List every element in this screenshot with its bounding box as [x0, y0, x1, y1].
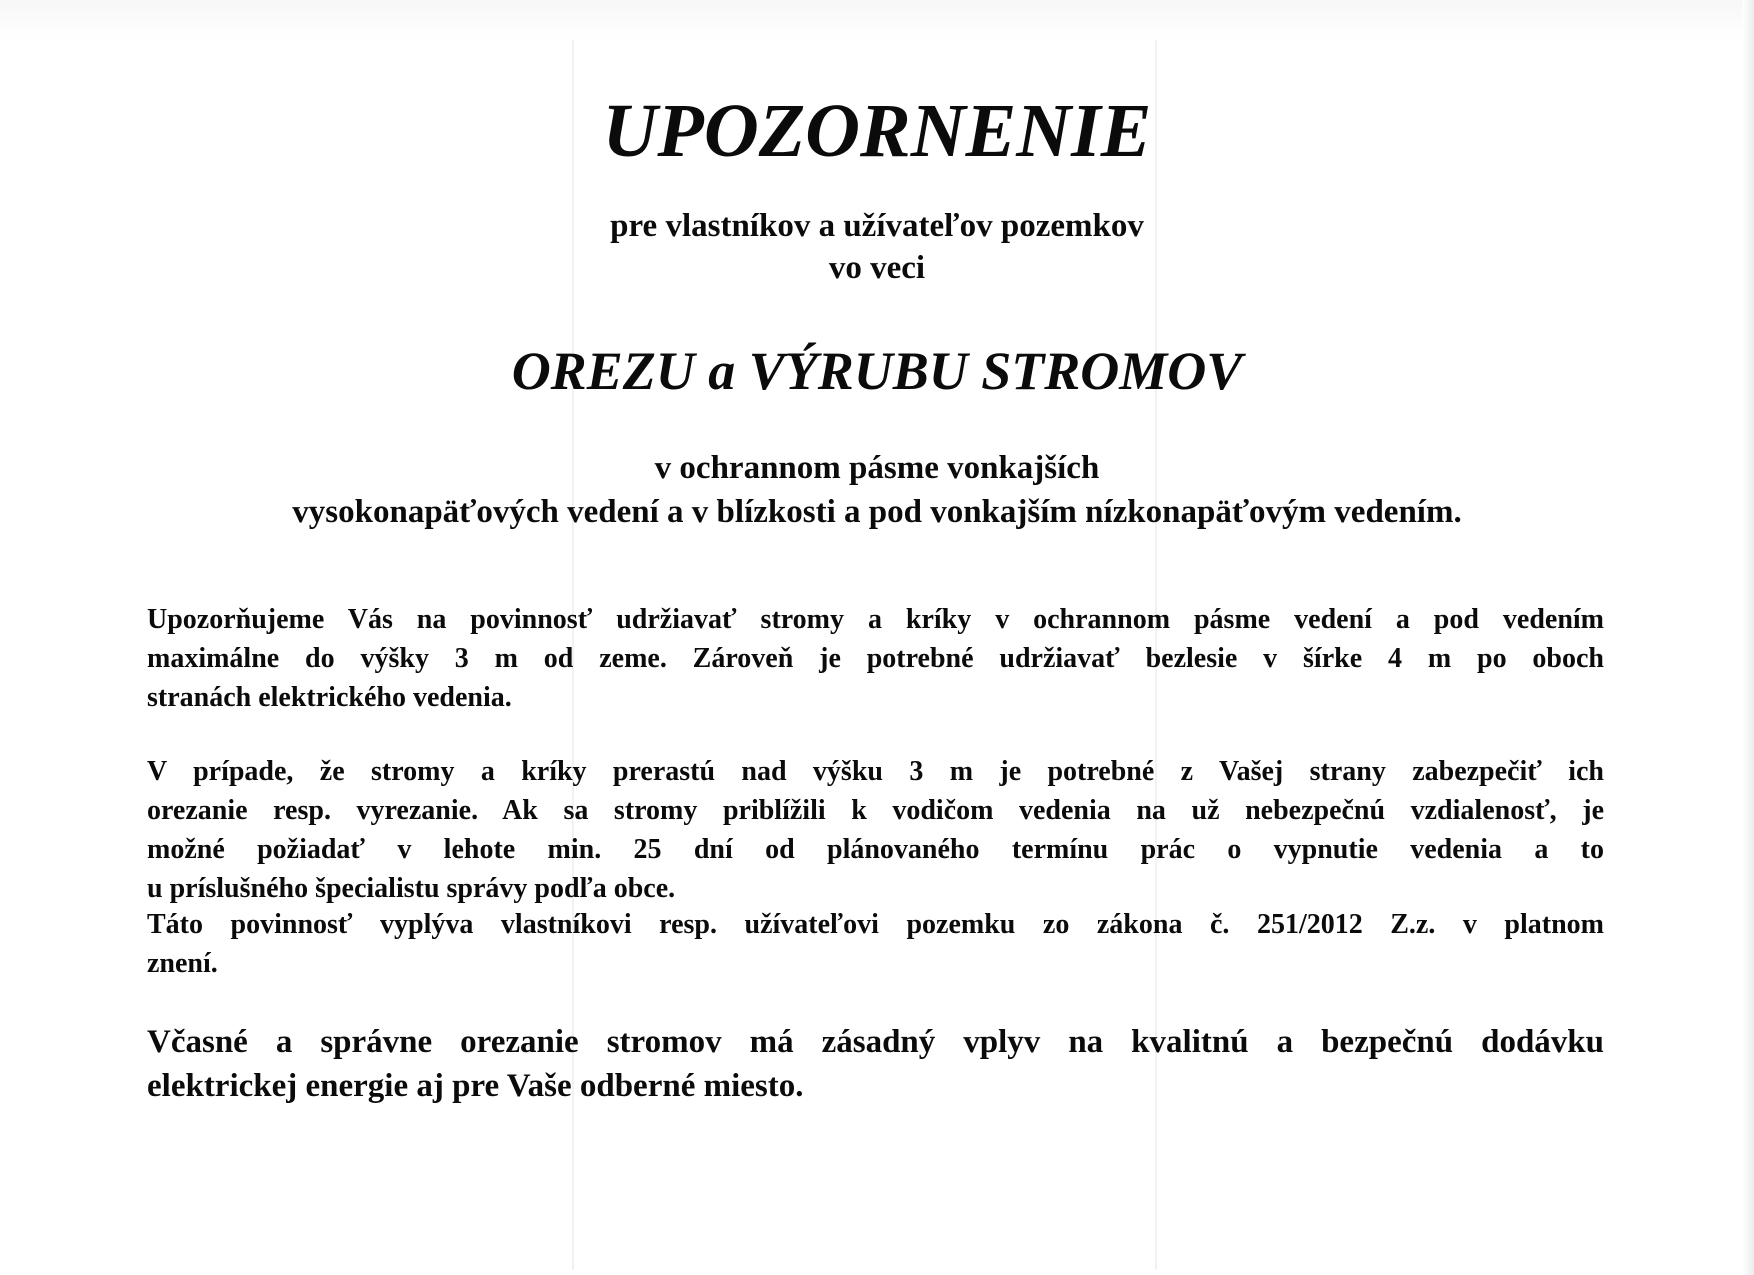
paragraph-line: stranách elektrického vedenia. [147, 682, 512, 713]
subtitle-line: pre vlastníkov a užívateľov pozemkov [610, 208, 1144, 244]
paragraph-procedure [147, 752, 1604, 908]
scope-line: vysokonapäťových vedení a v blízkosti a pod vonkajším nízkonapäťovým vedením. [292, 494, 1462, 530]
notice-scope [0, 446, 1754, 534]
scan-shadow-right [1742, 0, 1754, 1275]
paragraph-legal-basis [147, 905, 1604, 983]
paragraph-line: možné požiadať v lehote min. 25 dní od plánovaného termínu prác o vypnutie vedenia a to [147, 834, 1604, 865]
notice-topic: OREZU a VÝRUBU STROMOV [511, 341, 1243, 401]
paragraph-line: u príslušného špecialistu správy podľa obce. [147, 873, 676, 904]
scope-line: v ochrannom pásme vonkajších [654, 450, 1100, 486]
paragraph-line: Táto povinnosť vyplýva vlastníkovi resp. užívateľovi pozemku zo zákona č. 251/2012 Z.z. v platnom [147, 909, 1604, 940]
notice-title: UPOZORNENIE [602, 89, 1152, 173]
paragraph-obligation [147, 600, 1604, 717]
paragraph-line: V prípade, že stromy a kríky prerastú nad výšku 3 m je potrebné z Vašej strany zabezpečiť ich [147, 756, 1604, 787]
paragraph-conclusion [147, 1020, 1604, 1108]
paragraph-line: orezanie resp. vyrezanie. Ak sa stromy priblížili k vodičom vedenia na už nebezpečnú vzdialenosť, je [147, 795, 1604, 826]
paragraph-line: Včasné a správne orezanie stromov má zásadný vplyv na kvalitnú a bezpečnú dodávku [147, 1024, 1604, 1060]
paragraph-line: znení. [147, 948, 218, 979]
paragraph-line: elektrickej energie aj pre Vaše odberné miesto. [147, 1068, 804, 1104]
notice-subtitle [0, 205, 1754, 289]
scan-shadow-top [0, 0, 1754, 40]
paragraph-line: maximálne do výšky 3 m od zeme. Zároveň je potrebné udržiavať bezlesie v šírke 4 m po oboch [147, 643, 1604, 674]
paragraph-line: Upozorňujeme Vás na povinnosť udržiavať stromy a kríky v ochrannom pásme vedení a pod vedením [147, 604, 1604, 635]
subtitle-line: vo veci [828, 250, 926, 286]
